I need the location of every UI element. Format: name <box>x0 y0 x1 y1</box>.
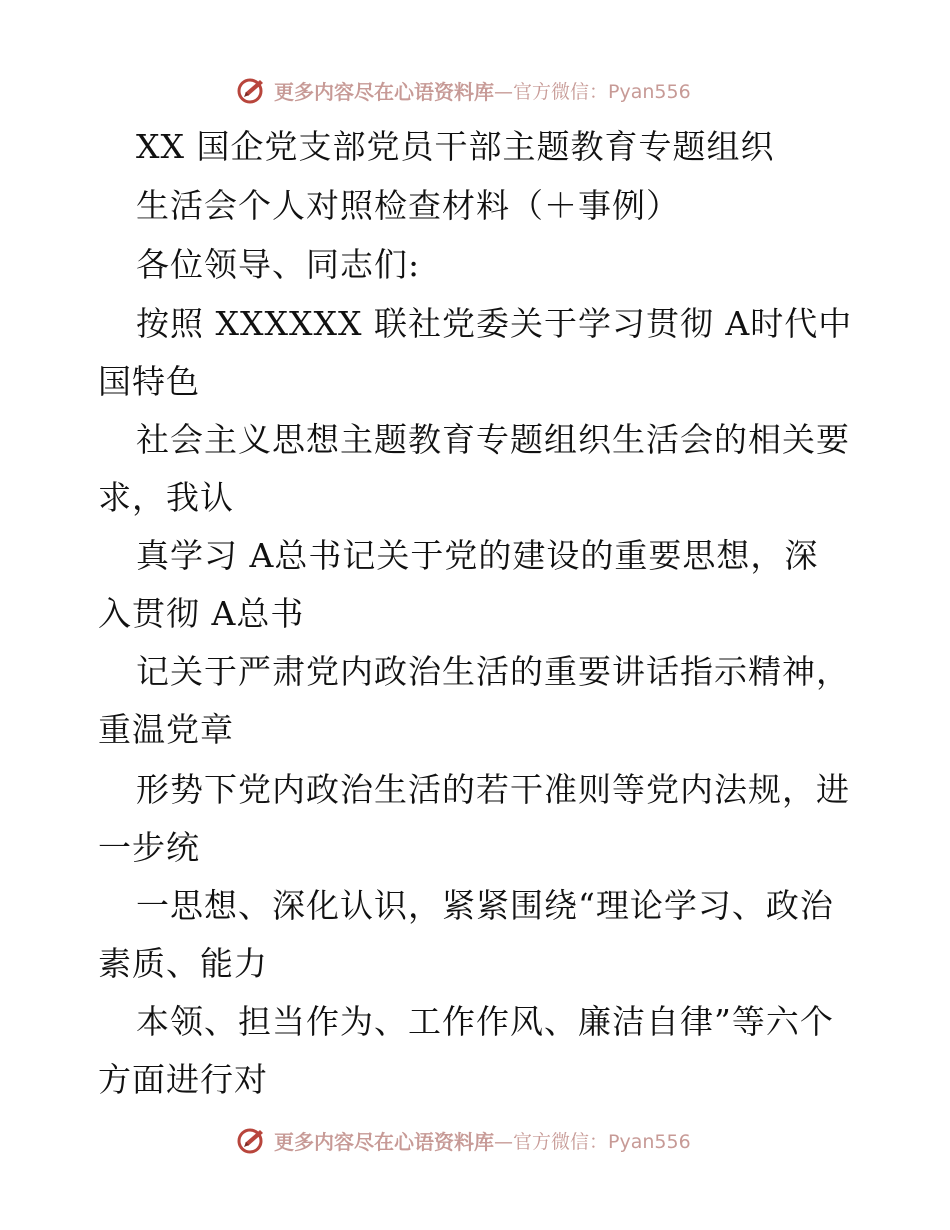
watermark-sub-text: —官方微信：Pyan556 <box>494 80 691 103</box>
paragraph-line: 真学习 A总书记关于党的建设的重要思想，深 <box>136 536 819 575</box>
header-watermark <box>236 73 691 107</box>
salutation: 各位领导、同志们: <box>136 245 421 284</box>
paragraph-line: 素质、能力 <box>98 944 268 983</box>
footer-watermark <box>236 1123 691 1157</box>
title-line-1: XX 国企党支部党员干部主题教育专题组织 <box>136 127 775 166</box>
paragraph-line: 按照 XXXXXX 联社党委关于学习贯彻 A时代中 <box>136 304 853 343</box>
paragraph-line: 重温党章 <box>98 710 234 749</box>
paragraph-line: 国特色 <box>98 362 200 401</box>
pen-logo-icon <box>236 1124 268 1156</box>
watermark-sub-text: —官方微信：Pyan556 <box>494 1130 691 1153</box>
paragraph-line: 入贯彻 A总书 <box>98 594 305 633</box>
paragraph-line: 方面进行对 <box>98 1060 268 1099</box>
pen-logo-icon <box>236 74 268 106</box>
paragraph-line: 一步统 <box>98 828 200 867</box>
paragraph-line: 社会主义思想主题教育专题组织生活会的相关要 <box>136 420 850 459</box>
title-line-2: 生活会个人对照检查材料（＋事例） <box>136 186 680 225</box>
paragraph-line: 一思想、深化认识，紧紧围绕“理论学习、政治 <box>136 886 834 925</box>
paragraph-line: 形势下党内政治生活的若干准则等党内法规，进 <box>136 770 850 809</box>
watermark-main-text: 更多内容尽在心语资料库 <box>274 79 494 104</box>
paragraph-line: 求，我认 <box>98 478 234 517</box>
paragraph-line: 本领、担当作为、工作作风、廉洁自律”等六个 <box>136 1002 834 1041</box>
watermark-main-text: 更多内容尽在心语资料库 <box>274 1129 494 1154</box>
paragraph-line: 记关于严肃党内政治生活的重要讲话指示精神， <box>136 652 850 691</box>
